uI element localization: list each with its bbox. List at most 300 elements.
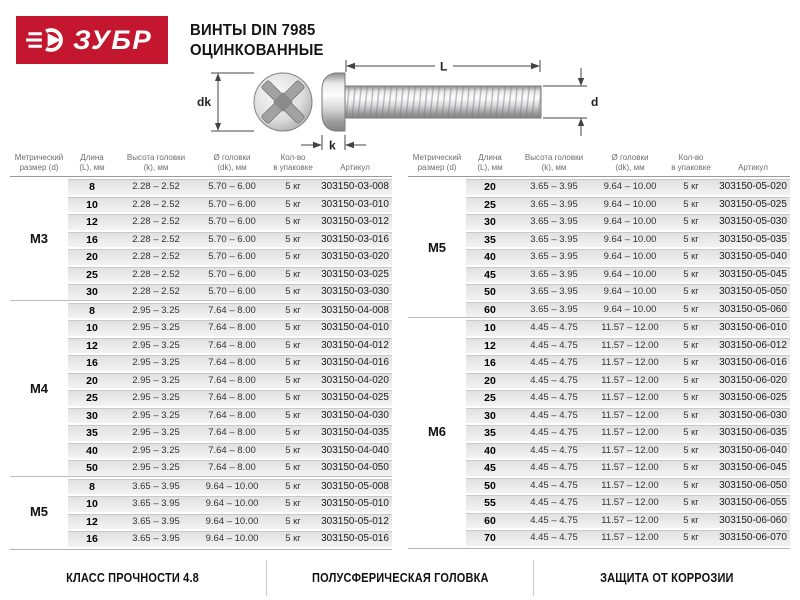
- pack-qty-cell: 5 кг: [683, 479, 699, 491]
- head-height-cell: 4.45 – 4.75: [530, 374, 578, 386]
- brand-logo: [16, 16, 168, 64]
- pack-qty-cell: 5 кг: [683, 251, 699, 262]
- length-cell: 50: [484, 286, 496, 298]
- head-height-cell: 2.95 – 3.25: [132, 462, 180, 473]
- length-cell: 60: [484, 303, 496, 316]
- size-label: М3: [29, 230, 49, 246]
- length-cell: 25: [484, 198, 496, 211]
- column-header: Метрический размер (d): [14, 153, 64, 172]
- size-label: М4: [29, 380, 49, 396]
- spec-row: [466, 179, 790, 195]
- spec-row: [68, 425, 392, 441]
- head-height-cell: 4.45 – 4.75: [530, 322, 578, 333]
- article-cell: 303150-06-025: [719, 392, 787, 403]
- article-cell: 303150-05-030: [719, 216, 787, 227]
- head-height-cell: 3.65 – 3.95: [530, 268, 578, 280]
- column-header: Артикул: [738, 162, 768, 172]
- head-height-cell: 2.95 – 3.25: [132, 339, 180, 351]
- article-cell: 303150-05-060: [719, 303, 787, 315]
- length-cell: 55: [484, 497, 496, 509]
- length-cell: 10: [484, 322, 496, 334]
- size-group: [408, 317, 790, 546]
- pack-qty-cell: 5 кг: [285, 181, 301, 192]
- pack-qty-cell: 5 кг: [285, 357, 301, 368]
- article-cell: 303150-04-016: [321, 357, 389, 368]
- pack-qty-cell: 5 кг: [285, 480, 301, 492]
- pack-qty-cell: 5 кг: [285, 322, 301, 333]
- pack-qty-cell: 5 кг: [683, 444, 699, 456]
- catalog-table-left: [10, 153, 392, 550]
- spec-row: [68, 303, 392, 319]
- head-diameter-cell: 9.64 – 10.00: [603, 233, 657, 245]
- head-height-cell: 2.28 – 2.52: [132, 198, 180, 210]
- spec-row: [68, 460, 392, 476]
- table-header-row: [10, 153, 392, 177]
- article-cell: 303150-04-035: [321, 427, 389, 438]
- article-cell: 303150-06-012: [719, 339, 787, 351]
- head-diameter-cell: 7.64 – 8.00: [208, 427, 256, 438]
- article-cell: 303150-04-020: [321, 374, 389, 386]
- head-height-cell: 4.45 – 4.75: [530, 357, 578, 368]
- spec-row: [68, 479, 392, 495]
- pack-qty-cell: 5 кг: [683, 268, 699, 280]
- head-diameter-cell: 9.64 – 10.00: [603, 286, 657, 297]
- head-diameter-cell: 7.64 – 8.00: [208, 444, 256, 456]
- head-diameter-cell: 9.64 – 10.00: [603, 216, 657, 227]
- pack-qty-cell: 5 кг: [285, 339, 301, 351]
- head-diameter-cell: 5.70 – 6.00: [208, 251, 256, 262]
- feature-head-type: ПОЛУСФЕРИЧЕСКАЯ ГОЛОВКА: [266, 560, 533, 596]
- length-cell: 25: [86, 268, 98, 281]
- article-cell: 303150-05-010: [321, 498, 389, 509]
- size-group-rows: [466, 318, 790, 546]
- pack-qty-cell: 5 кг: [285, 462, 301, 473]
- head-diameter-cell: 9.64 – 10.00: [603, 181, 657, 192]
- spec-row: [466, 530, 790, 546]
- pack-qty-cell: 5 кг: [285, 216, 301, 227]
- article-cell: 303150-06-055: [719, 497, 787, 508]
- head-height-cell: 4.45 – 4.75: [530, 427, 578, 438]
- head-height-cell: 2.28 – 2.52: [132, 251, 180, 262]
- column-header: Метрический размер (d): [412, 153, 462, 172]
- screw-technical-drawing: [195, 53, 600, 158]
- article-cell: 303150-05-016: [321, 533, 389, 544]
- head-height-cell: 2.95 – 3.25: [132, 427, 180, 438]
- spec-row: [466, 495, 790, 511]
- article-cell: 303150-06-016: [719, 357, 787, 368]
- head-diameter-cell: 11.57 – 12.00: [601, 339, 659, 351]
- head-height-cell: 4.45 – 4.75: [530, 479, 578, 491]
- length-cell: 50: [484, 479, 496, 492]
- length-cell: 20: [484, 181, 496, 193]
- size-group: [10, 476, 392, 547]
- head-height-cell: 4.45 – 4.75: [530, 392, 578, 403]
- article-cell: 303150-03-020: [321, 251, 389, 262]
- article-cell: 303150-05-008: [321, 480, 389, 492]
- column-header: Ø головки (dk), мм: [213, 153, 251, 172]
- spec-row: [68, 232, 392, 248]
- column-header: Ø головки (dk), мм: [611, 153, 649, 172]
- article-cell: 303150-04-040: [321, 444, 389, 456]
- article-cell: 303150-05-035: [719, 233, 787, 245]
- length-cell: 35: [86, 427, 98, 439]
- article-cell: 303150-06-035: [719, 427, 787, 438]
- head-diameter-cell: 7.64 – 8.00: [208, 374, 256, 386]
- length-cell: 12: [86, 216, 98, 228]
- length-cell: 35: [484, 233, 496, 246]
- column-header: Высота головки (k), мм: [126, 153, 186, 172]
- head-height-cell: 4.45 – 4.75: [530, 532, 578, 543]
- head-height-cell: 3.65 – 3.95: [530, 216, 578, 227]
- spec-row: [466, 284, 790, 300]
- table-header-row: [408, 153, 790, 177]
- head-diameter-cell: 11.57 – 12.00: [601, 532, 659, 543]
- head-diameter-cell: 5.70 – 6.00: [208, 286, 256, 297]
- spec-row: [68, 531, 392, 547]
- spec-row: [466, 443, 790, 459]
- column-header: Высота головки (k), мм: [524, 153, 584, 172]
- head-height-cell: 3.65 – 3.95: [132, 533, 180, 544]
- spec-row: [466, 232, 790, 248]
- head-diameter-cell: 11.57 – 12.00: [601, 497, 659, 508]
- article-cell: 303150-06-045: [719, 462, 787, 473]
- head-height-cell: 2.95 – 3.25: [132, 322, 180, 333]
- dk-dimension-label: dk: [197, 95, 212, 109]
- head-diameter-cell: 7.64 – 8.00: [208, 357, 256, 368]
- length-cell: 20: [86, 251, 98, 263]
- article-cell: 303150-06-020: [719, 374, 787, 386]
- head-height-cell: 3.65 – 3.95: [132, 515, 180, 527]
- spec-row: [68, 267, 392, 283]
- pack-qty-cell: 5 кг: [285, 286, 301, 297]
- pack-qty-cell: 5 кг: [285, 268, 301, 280]
- spec-row: [466, 338, 790, 354]
- title-line-1: ВИНТЫ DIN 7985: [190, 22, 316, 39]
- length-cell: 16: [86, 357, 98, 369]
- head-diameter-cell: 11.57 – 12.00: [601, 357, 659, 368]
- pack-qty-cell: 5 кг: [683, 392, 699, 403]
- brand-name: ЗУБР: [73, 24, 153, 55]
- column-header: Длина (L), мм: [79, 153, 105, 172]
- head-height-cell: 3.65 – 3.95: [530, 198, 578, 210]
- pack-qty-cell: 5 кг: [683, 303, 699, 315]
- head-height-cell: 3.65 – 3.95: [132, 480, 180, 492]
- head-diameter-cell: 9.64 – 10.00: [603, 303, 657, 315]
- head-diameter-cell: 5.70 – 6.00: [208, 233, 256, 245]
- length-cell: 30: [484, 409, 496, 422]
- pack-qty-cell: 5 кг: [683, 339, 699, 351]
- length-cell: 12: [86, 515, 98, 528]
- head-diameter-cell: 11.57 – 12.00: [601, 322, 659, 333]
- length-cell: 30: [86, 286, 98, 298]
- article-cell: 303150-06-070: [719, 532, 787, 543]
- article-cell: 303150-03-008: [321, 181, 389, 192]
- catalog-table-right: [408, 153, 790, 549]
- length-cell: 45: [484, 268, 496, 281]
- size-group: [10, 177, 392, 300]
- pack-qty-cell: 5 кг: [683, 409, 699, 421]
- length-cell: 30: [484, 216, 496, 228]
- pack-qty-cell: 5 кг: [285, 198, 301, 210]
- size-group-rows: [68, 301, 392, 476]
- spec-row: [68, 408, 392, 424]
- k-dimension-label: k: [329, 138, 336, 153]
- head-height-cell: 3.65 – 3.95: [132, 498, 180, 509]
- article-cell: 303150-05-020: [719, 181, 787, 192]
- head-diameter-cell: 9.64 – 10.00: [603, 251, 657, 262]
- head-height-cell: 2.95 – 3.25: [132, 444, 180, 456]
- length-cell: 16: [86, 233, 98, 246]
- head-diameter-cell: 9.64 – 10.00: [603, 198, 657, 210]
- pack-qty-cell: 5 кг: [683, 374, 699, 386]
- l-dimension-label: L: [440, 59, 448, 74]
- size-group-rows: [68, 177, 392, 300]
- column-header: Длина (L), мм: [477, 153, 503, 172]
- head-height-cell: 3.65 – 3.95: [530, 251, 578, 262]
- feature-corrosion: ЗАЩИТА ОТ КОРРОЗИИ: [533, 560, 800, 596]
- pack-qty-cell: 5 кг: [683, 216, 699, 227]
- spec-row: [68, 284, 392, 300]
- head-height-cell: 4.45 – 4.75: [530, 514, 578, 526]
- article-cell: 303150-04-050: [321, 462, 389, 473]
- length-cell: 10: [86, 498, 98, 510]
- head-diameter-cell: 7.64 – 8.00: [208, 339, 256, 351]
- spec-row: [466, 197, 790, 213]
- head-height-cell: 4.45 – 4.75: [530, 462, 578, 473]
- head-height-cell: 2.28 – 2.52: [132, 233, 180, 245]
- article-cell: 303150-05-025: [719, 198, 787, 210]
- head-diameter-cell: 7.64 – 8.00: [208, 322, 256, 333]
- spec-row: [466, 478, 790, 494]
- pack-qty-cell: 5 кг: [683, 181, 699, 192]
- length-cell: 40: [86, 444, 98, 457]
- size-label: М5: [29, 504, 49, 519]
- article-cell: 303150-04-030: [321, 409, 389, 421]
- spec-row: [68, 373, 392, 389]
- head-diameter-cell: 11.57 – 12.00: [601, 427, 659, 438]
- spec-row: [466, 302, 790, 318]
- length-cell: 70: [484, 532, 496, 544]
- head-height-cell: 4.45 – 4.75: [530, 409, 578, 421]
- size-group: [10, 300, 392, 476]
- pack-qty-cell: 5 кг: [285, 409, 301, 421]
- head-diameter-cell: 5.70 – 6.00: [208, 198, 256, 210]
- length-cell: 60: [484, 514, 496, 527]
- article-cell: 303150-04-010: [321, 322, 389, 333]
- spec-row: [466, 373, 790, 389]
- length-cell: 8: [89, 304, 95, 317]
- pack-qty-cell: 5 кг: [285, 444, 301, 456]
- head-height-cell: 2.28 – 2.52: [132, 216, 180, 227]
- pack-qty-cell: 5 кг: [683, 322, 699, 333]
- pack-qty-cell: 5 кг: [683, 532, 699, 543]
- size-group-rows: [68, 477, 392, 547]
- length-cell: 20: [484, 374, 496, 387]
- spec-row: [466, 214, 790, 230]
- pack-qty-cell: 5 кг: [683, 514, 699, 526]
- head-height-cell: 4.45 – 4.75: [530, 339, 578, 351]
- head-height-cell: 2.95 – 3.25: [132, 304, 180, 316]
- head-height-cell: 2.95 – 3.25: [132, 409, 180, 421]
- spec-row: [466, 408, 790, 424]
- article-cell: 303150-06-050: [719, 479, 787, 491]
- article-cell: 303150-03-030: [321, 286, 389, 297]
- head-diameter-cell: 7.64 – 8.00: [208, 409, 256, 421]
- article-cell: 303150-05-040: [719, 251, 787, 262]
- article-cell: 303150-05-050: [719, 286, 787, 297]
- article-cell: 303150-03-016: [321, 233, 389, 245]
- pack-qty-cell: 5 кг: [683, 427, 699, 438]
- length-cell: 12: [484, 339, 496, 352]
- size-group: [408, 177, 790, 317]
- pack-qty-cell: 5 кг: [285, 251, 301, 262]
- head-height-cell: 4.45 – 4.75: [530, 497, 578, 508]
- spec-row: [68, 249, 392, 265]
- head-height-cell: 2.95 – 3.25: [132, 357, 180, 368]
- length-cell: 10: [86, 198, 98, 211]
- head-diameter-cell: 9.64 – 10.00: [603, 268, 657, 280]
- head-diameter-cell: 11.57 – 12.00: [601, 479, 659, 491]
- spec-row: [68, 496, 392, 512]
- head-height-cell: 2.28 – 2.52: [132, 181, 180, 192]
- article-cell: 303150-05-045: [719, 268, 787, 280]
- column-header: Кол-во в упаковке: [671, 153, 711, 172]
- head-diameter-cell: 9.64 – 10.00: [205, 533, 259, 544]
- spec-row: [68, 443, 392, 459]
- pack-qty-cell: 5 кг: [285, 233, 301, 245]
- pack-qty-cell: 5 кг: [683, 497, 699, 508]
- spec-row: [68, 514, 392, 530]
- screw-side-view: [322, 73, 541, 131]
- pack-qty-cell: 5 кг: [285, 498, 301, 509]
- article-cell: 303150-03-025: [321, 268, 389, 280]
- column-header: Артикул: [340, 162, 370, 172]
- column-header: Кол-во в упаковке: [273, 153, 313, 172]
- pack-qty-cell: 5 кг: [683, 286, 699, 297]
- article-cell: 303150-03-010: [321, 198, 389, 210]
- pack-qty-cell: 5 кг: [285, 392, 301, 403]
- head-diameter-cell: 5.70 – 6.00: [208, 181, 256, 192]
- article-cell: 303150-04-008: [321, 304, 389, 316]
- length-cell: 10: [86, 322, 98, 334]
- spec-row: [466, 425, 790, 441]
- head-height-cell: 3.65 – 3.95: [530, 303, 578, 315]
- head-diameter-cell: 11.57 – 12.00: [601, 374, 659, 386]
- zubr-arrow-icon: [26, 20, 66, 60]
- length-cell: 8: [89, 480, 95, 493]
- spec-row: [466, 513, 790, 529]
- article-cell: 303150-06-030: [719, 409, 787, 421]
- spec-row: [68, 355, 392, 371]
- head-diameter-cell: 11.57 – 12.00: [601, 514, 659, 526]
- length-cell: 40: [484, 251, 496, 263]
- head-diameter-cell: 11.57 – 12.00: [601, 444, 659, 456]
- length-cell: 35: [484, 427, 496, 439]
- article-cell: 303150-03-012: [321, 216, 389, 227]
- head-diameter-cell: 7.64 – 8.00: [208, 462, 256, 473]
- head-height-cell: 2.28 – 2.52: [132, 268, 180, 280]
- spec-row: [466, 267, 790, 283]
- length-cell: 30: [86, 409, 98, 422]
- article-cell: 303150-04-012: [321, 339, 389, 351]
- length-cell: 25: [86, 392, 98, 404]
- d-dimension-label: d: [591, 95, 599, 109]
- spec-row: [466, 460, 790, 476]
- length-cell: 25: [484, 392, 496, 404]
- size-label: М6: [427, 424, 447, 440]
- head-diameter-cell: 9.64 – 10.00: [205, 515, 259, 527]
- spec-row: [68, 320, 392, 336]
- spec-row: [466, 249, 790, 265]
- article-cell: 303150-05-012: [321, 515, 389, 527]
- head-diameter-cell: 9.64 – 10.00: [205, 480, 259, 492]
- head-diameter-cell: 11.57 – 12.00: [601, 392, 659, 403]
- article-cell: 303150-06-060: [719, 514, 787, 526]
- spec-row: [466, 320, 790, 336]
- head-diameter-cell: 5.70 – 6.00: [208, 268, 256, 280]
- length-cell: 50: [86, 462, 98, 474]
- spec-row: [68, 214, 392, 230]
- length-cell: 45: [484, 462, 496, 474]
- size-label: М5: [427, 239, 447, 255]
- pack-qty-cell: 5 кг: [683, 198, 699, 210]
- length-cell: 20: [86, 374, 98, 387]
- length-cell: 40: [484, 444, 496, 457]
- pack-qty-cell: 5 кг: [683, 233, 699, 245]
- features-bar: [0, 560, 800, 596]
- article-cell: 303150-04-025: [321, 392, 389, 403]
- pack-qty-cell: 5 кг: [285, 533, 301, 544]
- head-height-cell: 3.65 – 3.95: [530, 286, 578, 297]
- head-diameter-cell: 7.64 – 8.00: [208, 392, 256, 403]
- spec-row: [68, 197, 392, 213]
- length-cell: 16: [86, 533, 98, 545]
- article-cell: 303150-06-040: [719, 444, 787, 456]
- spec-row: [466, 390, 790, 406]
- pack-qty-cell: 5 кг: [285, 374, 301, 386]
- head-height-cell: 2.28 – 2.52: [132, 286, 180, 297]
- pack-qty-cell: 5 кг: [683, 462, 699, 473]
- dk-dimension: [211, 73, 254, 131]
- spec-row: [68, 338, 392, 354]
- head-diameter-cell: 9.64 – 10.00: [205, 498, 259, 509]
- spec-row: [68, 390, 392, 406]
- pack-qty-cell: 5 кг: [285, 515, 301, 527]
- pack-qty-cell: 5 кг: [285, 304, 301, 316]
- article-cell: 303150-06-010: [719, 322, 787, 333]
- head-height-cell: 3.65 – 3.95: [530, 181, 578, 192]
- spec-row: [68, 179, 392, 195]
- length-cell: 16: [484, 357, 496, 369]
- title-line-2: ОЦИНКОВАННЫЕ: [190, 42, 324, 59]
- head-height-cell: 3.65 – 3.95: [530, 233, 578, 245]
- length-cell: 12: [86, 339, 98, 352]
- head-diameter-cell: 5.70 – 6.00: [208, 216, 256, 227]
- size-group-rows: [466, 177, 790, 317]
- head-height-cell: 2.95 – 3.25: [132, 392, 180, 403]
- spec-row: [466, 355, 790, 371]
- feature-strength-class: КЛАСС ПРОЧНОСТИ 4.8: [66, 571, 200, 585]
- head-height-cell: 4.45 – 4.75: [530, 444, 578, 456]
- screw-front-view: [246, 65, 320, 139]
- head-height-cell: 2.95 – 3.25: [132, 374, 180, 386]
- length-cell: 8: [89, 181, 95, 193]
- pack-qty-cell: 5 кг: [683, 357, 699, 368]
- head-diameter-cell: 7.64 – 8.00: [208, 304, 256, 316]
- head-diameter-cell: 11.57 – 12.00: [601, 409, 659, 421]
- pack-qty-cell: 5 кг: [285, 427, 301, 438]
- head-diameter-cell: 11.57 – 12.00: [601, 462, 659, 473]
